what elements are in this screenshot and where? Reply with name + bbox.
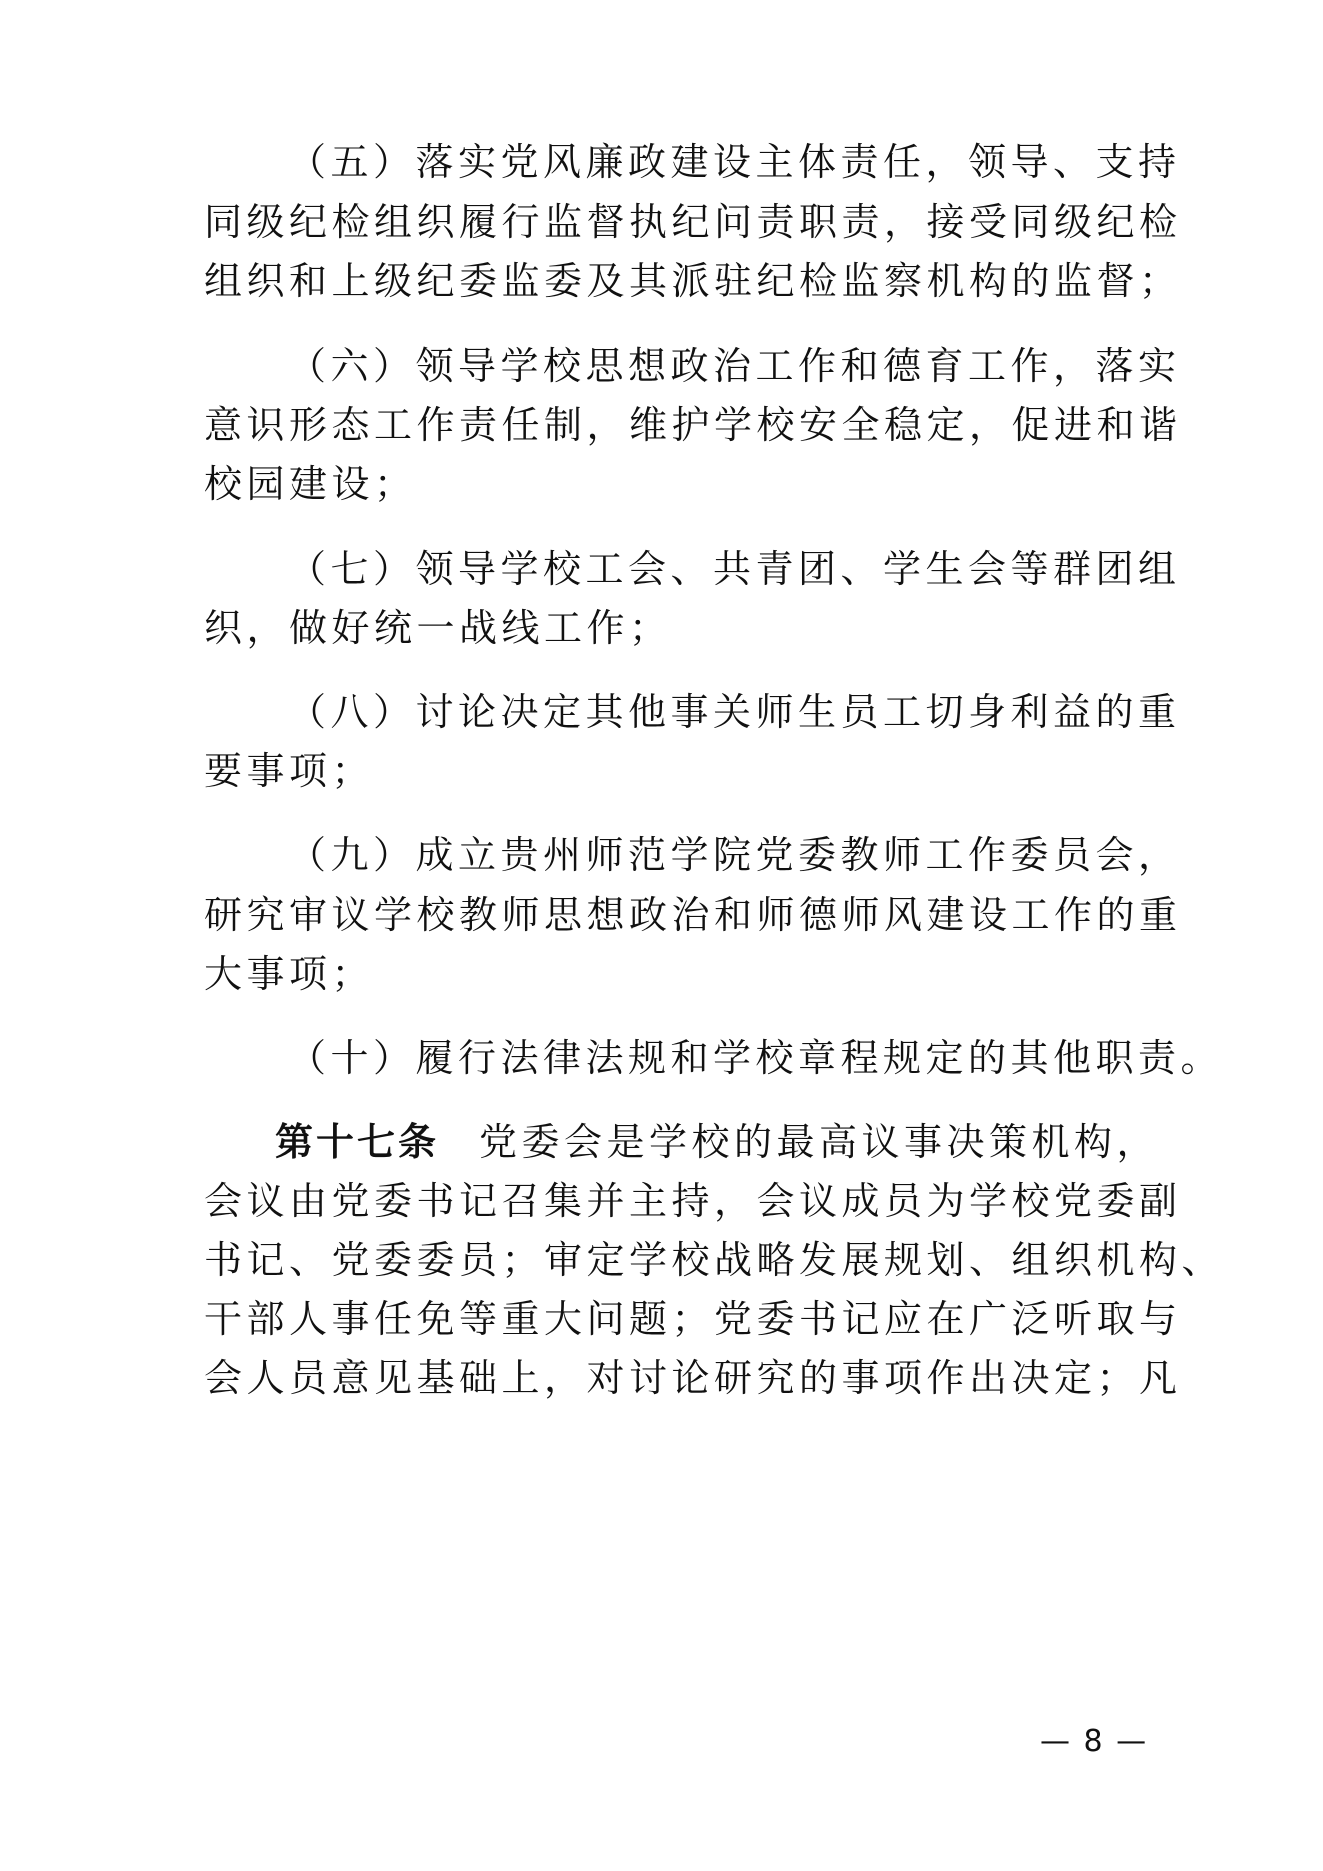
paragraph-9-line-2: 研究审议学校教师思想政治和师德师风建设工作的重 xyxy=(204,893,1182,937)
paragraph-7-line-1: （七）领导学校工会、共青团、学生会等群团组 xyxy=(288,547,1181,591)
article-17-line-4: 干部人事任免等重大问题；党委书记应在广泛听取与 xyxy=(204,1297,1182,1341)
paragraph-9-line-3: 大事项； xyxy=(204,952,375,996)
paragraph-8-line-1: （八）讨论决定其他事关师生员工切身利益的重 xyxy=(288,690,1181,734)
paragraph-5-line-3: 组织和上级纪委监委及其派驻纪检监察机构的监督； xyxy=(204,259,1182,303)
article-first-line-text: 党委会是学校的最高议事决策机构， xyxy=(479,1120,1160,1164)
article-17-line-5: 会人员意见基础上，对讨论研究的事项作出决定；凡 xyxy=(204,1356,1182,1400)
paragraph-8-line-2: 要事项； xyxy=(204,749,375,793)
paragraph-9-line-1: （九）成立贵州师范学院党委教师工作委员会， xyxy=(288,833,1181,877)
paragraph-5-line-1: （五）落实党风廉政建设主体责任，领导、支持 xyxy=(288,140,1181,184)
paragraph-6-line-1: （六）领导学校思想政治工作和德育工作，落实 xyxy=(288,344,1181,388)
article-label: 第十七条 xyxy=(275,1120,440,1164)
paragraph-7-line-2: 织，做好统一战线工作； xyxy=(204,606,672,650)
paragraph-6-line-3: 校园建设； xyxy=(204,462,417,506)
article-17-line-2: 会议由党委书记召集并主持，会议成员为学校党委副 xyxy=(204,1179,1182,1223)
page-number: — 8 — xyxy=(1040,1724,1149,1759)
article-17-line-3: 书记、党委委员；审定学校战略发展规划、组织机构、 xyxy=(204,1238,1225,1282)
article-17-line-1 xyxy=(275,1117,1160,1167)
paragraph-5-line-2: 同级纪检组织履行监督执纪问责职责，接受同级纪检 xyxy=(204,200,1182,244)
paragraph-10-line-1: （十）履行法律法规和学校章程规定的其他职责。 xyxy=(288,1036,1224,1080)
paragraph-6-line-2: 意识形态工作责任制，维护学校安全稳定，促进和谐 xyxy=(204,403,1182,447)
